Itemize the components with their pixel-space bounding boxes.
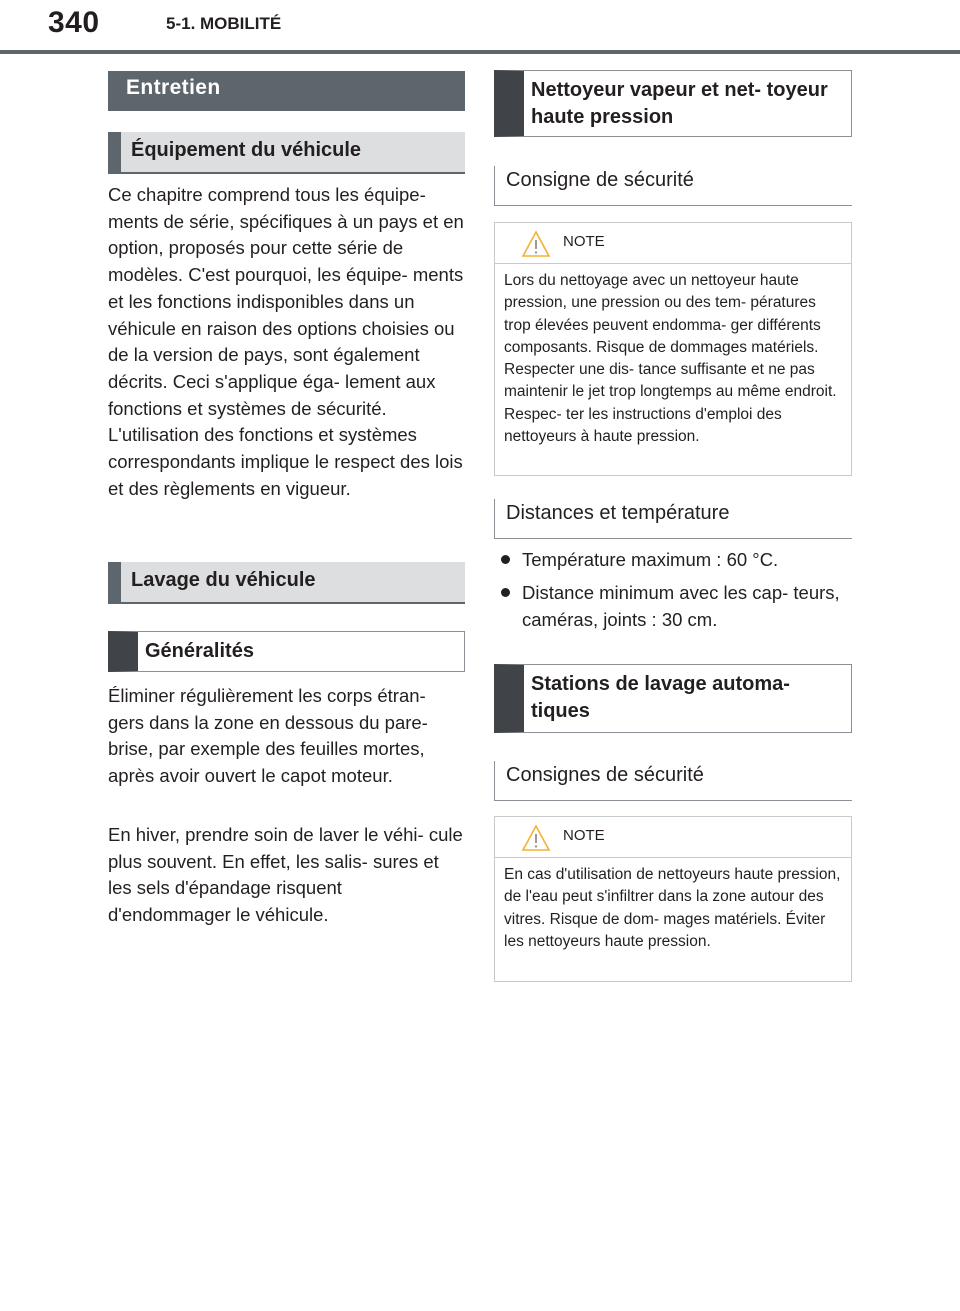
heading-consignes-securite: Consignes de sécurité [494,761,852,801]
warning-triangle-icon [521,229,551,259]
subheading-equipement: Équipement du véhicule [108,132,465,174]
note-label: NOTE [563,827,605,844]
paragraph-generalites-2: En hiver, prendre soin de laver le véhi- cule plus souvent. En effet, les salis- sures et les sels d'épandage risquent d'endommager le véhicule. [108,824,463,926]
note-box-vitres [494,816,852,982]
heading-consigne-securite: Consigne de sécurité [494,166,852,206]
note-text: En cas d'utilisation de nettoyeurs haute pression, de l'eau peut s'infiltrer dans la zone autour des vitres. Risque de dom- mages matériels. Éviter les nettoyeurs haute pression. [504,866,841,950]
box-heading-stations-lavage: Stations de lavage automa- tiques [494,664,852,733]
page-number: 340 [48,6,100,39]
chapter-title: 5-1. MOBILITÉ [166,14,282,33]
note-header [495,223,851,264]
section-title-entretien: Entretien [108,71,465,111]
list-item: Température maximum : 60 °C. [494,546,852,573]
header-rule [0,50,960,54]
note-header [495,817,851,858]
paragraph-equipement: Ce chapitre comprend tous les équipe- ments de série, spécifiques à un pays et en option, proposés pour cette série de modèles. C'est pourquoi, les équipe- ments et les fonctions indisponibles dans un véhicule en raison des options choisies ou de la version de pays, sont également décrits. Ceci s'applique éga- lement aux fonctions et systèmes de sécurité. L'utilisation des fonctions et systèmes correspondants implique le respect des lois et des règlements en vigueur. [108,184,464,499]
box-heading-nettoyeur: Nettoyeur vapeur et net- toyeur haute pression [494,70,852,137]
page-header [0,0,960,56]
note-label: NOTE [563,233,605,250]
list-item: Distance minimum avec les cap- teurs, caméras, joints : 30 cm. [494,579,852,633]
bullet-dot-icon [501,588,510,597]
paragraph-generalites-1: Éliminer régulièrement les corps étran- gers dans la zone en dessous du pare-brise, par exemple des feuilles mortes, après avoir ouvert le capot moteur. [108,685,428,787]
bullet-dot-icon [501,555,510,564]
warning-triangle-icon [521,823,551,853]
bullet-list-distances [494,546,852,639]
note-text: Lors du nettoyage avec un nettoyeur haute pression, une pression ou des tem- pératures trop élevées peuvent endomma- ger différents composants. Risque de dommages matériels. Respecter une dis- tance suffisante et ne pas maintenir le jet trop longtemps au même endroit. Respec- ter les instructions d'emploi des nettoyeurs à haute pression. [504,272,837,446]
heading-distances-temperature: Distances et température [494,499,852,539]
note-box-pression [494,222,852,476]
subheading-lavage: Lavage du véhicule [108,562,465,604]
box-heading-generalites: Généralités [108,631,465,672]
